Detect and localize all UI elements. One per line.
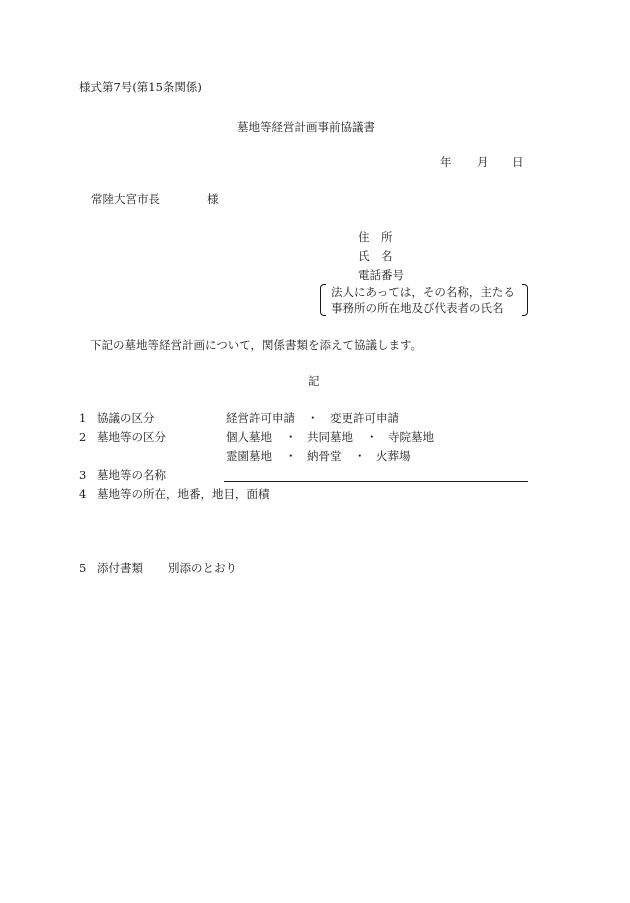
item-1-number: 1 <box>79 411 87 425</box>
corporate-note-line2: 事務所の所在地及び代表者の氏名 <box>331 301 504 315</box>
cemetery-type-private: 個人墓地 <box>226 430 272 444</box>
item-2-label: 墓地等の区分 <box>97 430 166 444</box>
consultation-option-change: 変更許可申請 <box>330 411 399 425</box>
cemetery-type-park: 霊園墓地 <box>226 449 272 463</box>
cemetery-separator: ・ <box>354 449 366 463</box>
item-3-number: 3 <box>79 468 87 482</box>
cemetery-type-temple: 寺院墓地 <box>388 430 434 444</box>
item-4-number: 4 <box>79 487 87 501</box>
date-year: 年 <box>440 155 452 169</box>
item-1-label: 協議の区分 <box>97 411 155 425</box>
cemetery-type-ossuary: 納骨堂 <box>307 449 342 463</box>
name-label: 氏 名 <box>358 249 393 263</box>
form-number: 様式第7号(第15条関係) <box>79 80 202 94</box>
right-bracket <box>522 284 528 316</box>
item-2-number: 2 <box>79 430 87 444</box>
cemetery-name-line <box>224 481 528 482</box>
item-4-label: 墓地等の所在，地番，地目，面積 <box>97 487 270 501</box>
consultation-option-permit: 経営許可申請 <box>226 411 295 425</box>
phone-label: 電話番号 <box>358 268 404 282</box>
addressee-honorific: 様 <box>207 192 219 206</box>
ki-heading: 記 <box>308 374 320 388</box>
left-bracket <box>320 284 326 316</box>
item-5-label: 添付書類 <box>97 561 143 575</box>
document-title: 墓地等経営計画事前協議書 <box>237 120 375 134</box>
cemetery-separator: ・ <box>285 449 297 463</box>
body-text: 下記の墓地等経営計画について，関係書類を添えて協議します。 <box>90 338 423 352</box>
addressee-name: 常陸大宮市長 <box>91 192 160 206</box>
attachments-value: 別添のとおり <box>168 561 237 575</box>
date-day: 日 <box>512 155 524 169</box>
cemetery-type-crematorium: 火葬場 <box>376 449 411 463</box>
cemetery-separator: ・ <box>366 430 378 444</box>
item-5-number: 5 <box>79 561 87 575</box>
address-label: 住 所 <box>358 230 393 244</box>
cemetery-type-communal: 共同墓地 <box>307 430 353 444</box>
item-3-label: 墓地等の名称 <box>97 468 166 482</box>
date-month: 月 <box>477 155 489 169</box>
consultation-separator: ・ <box>307 411 319 425</box>
corporate-note-line1: 法人にあっては，その名称，主たる <box>331 285 515 299</box>
cemetery-separator: ・ <box>285 430 297 444</box>
